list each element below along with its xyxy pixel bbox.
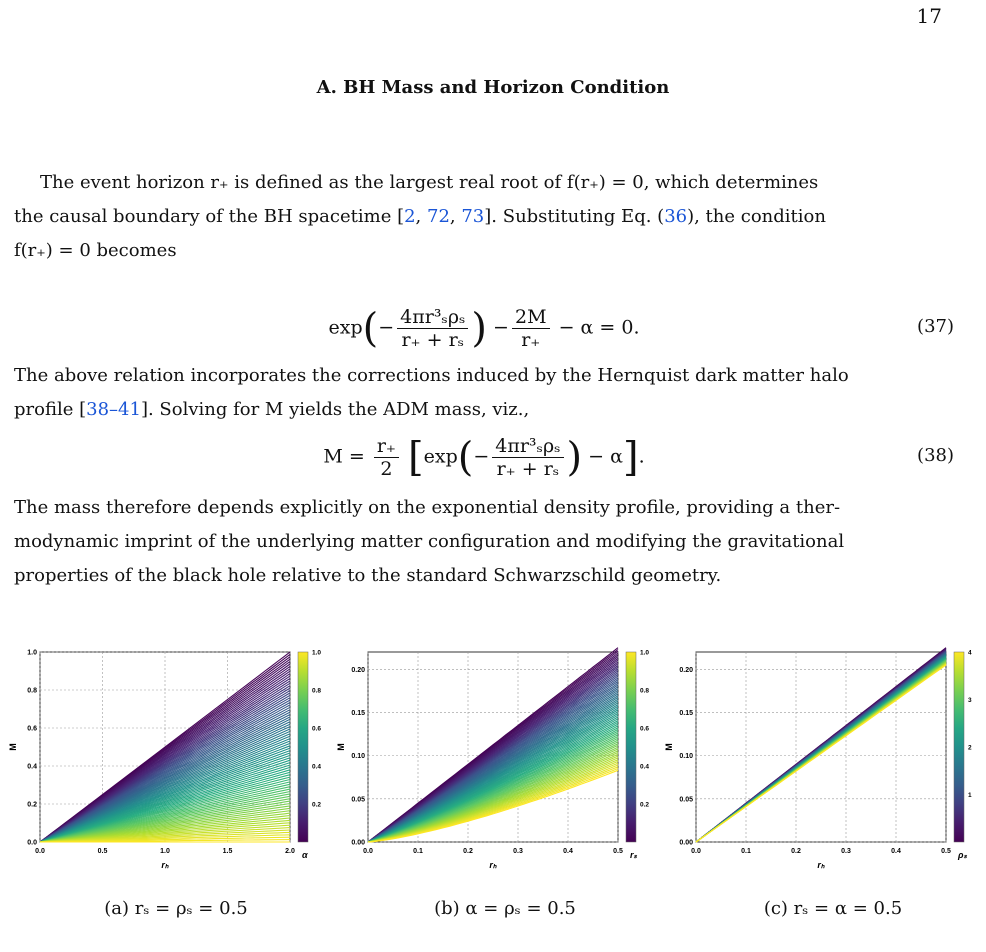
y-tick-label: 0.15: [679, 709, 693, 717]
figure-c: [664, 640, 986, 880]
section-title: A. BH Mass and Horizon Condition: [316, 77, 670, 98]
x-axis-label: rₕ: [817, 860, 825, 870]
x-tick-label: 0.0: [691, 848, 701, 855]
y-tick-label: 0.8: [27, 687, 37, 695]
colorbar-tick-label: 3: [968, 697, 972, 704]
equation-link[interactable]: 36: [664, 206, 688, 227]
colorbar: [298, 652, 308, 842]
colorbar-tick-label: 0.8: [312, 687, 322, 695]
colorbar-tick-label: 0.2: [312, 801, 322, 809]
x-tick-label: 1.0: [160, 848, 170, 855]
x-tick-label: 0.5: [97, 848, 108, 855]
para1-line3: f(r₊) = 0 becomes: [14, 240, 177, 261]
para3-line3: properties of the black hole relative to the standard Schwarzschild geometry.: [14, 565, 722, 586]
para2-line1: The above relation incorporates the corrections induced by the Hernquist dark matter halo: [14, 365, 849, 386]
equation-number: (37): [917, 316, 954, 337]
colorbar: [954, 652, 964, 842]
caption-b: (b) α = ρₛ = 0.5: [434, 898, 576, 919]
colorbar-label: ρₛ: [958, 850, 967, 860]
colorbar-tick-label: 1: [968, 792, 972, 799]
y-tick-label: 0.10: [679, 753, 693, 761]
x-tick-label: 0.4: [891, 848, 901, 855]
figure-a: [8, 640, 330, 880]
citation-link[interactable]: 38–41: [86, 399, 141, 420]
paragraph-hernquist: [14, 359, 954, 427]
x-tick-label: 0.0: [363, 848, 373, 855]
figure-b: [336, 640, 658, 880]
colorbar-label: α: [302, 850, 308, 860]
colorbar: [626, 652, 636, 842]
y-tick-label: 0.05: [351, 796, 365, 804]
colorbar-label: rₛ: [630, 850, 637, 860]
y-tick-label: 0.6: [27, 725, 37, 733]
para1-line2: the causal boundary of the BH spacetime [2, 72, 73]. Substituting Eq. (36), the condition: [14, 206, 826, 227]
y-tick-label: 0.2: [27, 801, 37, 809]
x-tick-label: 0.4: [563, 848, 573, 855]
paragraph-horizon: [14, 166, 954, 268]
colorbar-tick-label: 0.4: [640, 763, 650, 771]
y-tick-label: 0.15: [351, 709, 365, 717]
x-tick-label: 0.3: [841, 848, 851, 855]
equation-38: M = $\frac{r_+}{2}$ [exp(− $\frac{\text{4πr³ₛρₛ}}{\text{r₊ + rₛ}}$ ) − α]. (38): [323, 434, 954, 481]
citation-link[interactable]: 73: [461, 206, 485, 227]
y-axis-label: M: [336, 743, 346, 751]
para2-line2: profile [38–41]. Solving for M yields the ADM mass, viz.,: [14, 399, 530, 420]
y-axis-label: M: [664, 743, 674, 751]
x-tick-label: 0.0: [35, 848, 45, 855]
para3-line2: modynamic imprint of the underlying matter configuration and modifying the gravitational: [14, 531, 845, 552]
x-tick-label: 0.5: [613, 848, 623, 855]
mass-plot-b: [336, 640, 658, 880]
y-tick-label: 1.0: [27, 649, 37, 657]
colorbar-tick-label: 2: [968, 744, 972, 752]
citation-link[interactable]: 2: [404, 206, 416, 227]
citation-link[interactable]: 72: [427, 206, 450, 227]
y-tick-label: 0.00: [679, 839, 693, 847]
equation-number: (38): [917, 445, 954, 466]
caption-a: (a) rₛ = ρₛ = 0.5: [104, 898, 248, 919]
y-tick-label: 0.05: [679, 796, 693, 804]
colorbar-tick-label: 0.6: [312, 725, 322, 733]
y-tick-label: 0.0: [27, 839, 37, 847]
y-tick-label: 0.20: [679, 666, 693, 674]
paragraph-conclusion: [14, 491, 954, 593]
y-tick-label: 0.4: [27, 763, 37, 771]
y-tick-label: 0.10: [351, 753, 365, 761]
y-axis-label: M: [8, 743, 18, 751]
x-axis-label: rₕ: [489, 860, 497, 870]
y-tick-label: 0.00: [351, 839, 365, 847]
x-tick-label: 2.0: [285, 848, 295, 855]
caption-c: (c) rₛ = α = 0.5: [763, 898, 903, 919]
colorbar-tick-label: 0.4: [312, 763, 322, 771]
x-axis-label: rₕ: [161, 860, 169, 870]
colorbar-tick-label: 0.8: [640, 687, 650, 695]
x-tick-label: 0.5: [941, 848, 951, 855]
colorbar-tick-label: 1.0: [640, 649, 650, 657]
page-number: 17: [916, 4, 942, 28]
x-tick-label: 0.3: [513, 848, 523, 855]
x-tick-label: 1.5: [222, 848, 233, 855]
x-tick-label: 0.1: [741, 848, 751, 855]
para1-line1: The event horizon r₊ is defined as the largest real root of f(r₊) = 0, which determines: [40, 172, 819, 193]
equation-37: exp(− $\frac{\text{4πr³ₛρₛ}}{\text{r₊ + rₛ}}$ ) − $\frac{2M}{r_+}$ − α = 0. (37): [328, 305, 954, 352]
x-tick-label: 0.2: [791, 848, 801, 855]
x-tick-label: 0.1: [413, 848, 423, 855]
colorbar-tick-label: 0.6: [640, 725, 650, 733]
y-tick-label: 0.20: [351, 666, 365, 674]
colorbar-tick-label: 1.0: [312, 649, 322, 657]
para3-line1: The mass therefore depends explicitly on the exponential density profile, providing a ther-: [14, 497, 841, 518]
mass-plot-c: [664, 640, 986, 880]
mass-plot-a: [8, 640, 330, 880]
colorbar-tick-label: 0.2: [640, 801, 650, 809]
colorbar-tick-label: 4: [968, 649, 972, 657]
x-tick-label: 0.2: [463, 848, 473, 855]
